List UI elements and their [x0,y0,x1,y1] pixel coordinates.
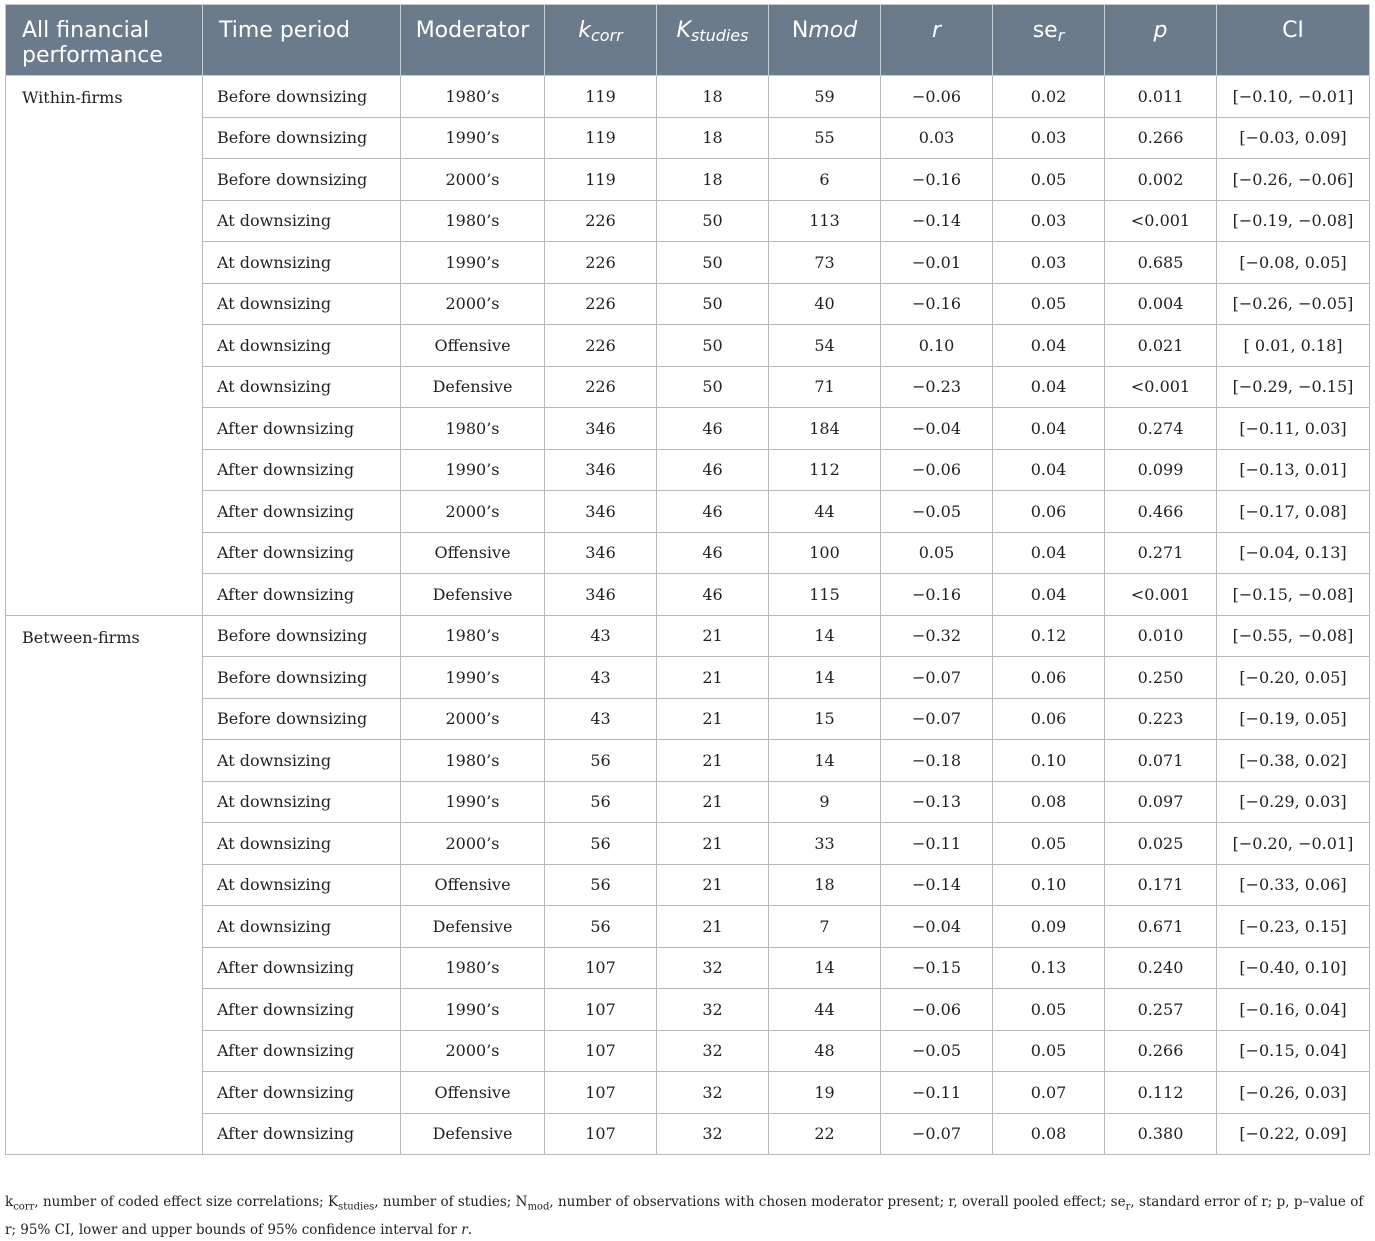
se-r-cell: 0.13 [993,947,1105,989]
moderator-cell: 2000’s [401,283,545,325]
time-period-cell: Before downsizing [203,698,401,740]
p-cell: 0.112 [1105,1072,1217,1114]
ci-cell: [−0.10, −0.01] [1217,76,1370,118]
r-cell: −0.32 [881,615,993,657]
ci-cell: [−0.04, 0.13] [1217,532,1370,574]
table-row [6,615,1370,657]
p-cell: 0.266 [1105,117,1217,159]
ci-cell: [−0.29, −0.15] [1217,366,1370,408]
r-cell: −0.05 [881,491,993,533]
k-corr-cell: 226 [545,366,657,408]
data-table [5,4,1370,1155]
ci-cell: [−0.19, 0.05] [1217,698,1370,740]
time-period-cell: After downsizing [203,1030,401,1072]
n-mod-cell: 115 [769,574,881,616]
time-period-cell: Before downsizing [203,117,401,159]
k-corr-cell: 56 [545,740,657,782]
time-period-cell: After downsizing [203,947,401,989]
table-row [6,1072,1370,1114]
se-r-cell: 0.04 [993,532,1105,574]
p-cell: 0.671 [1105,906,1217,948]
se-r-cell: 0.09 [993,906,1105,948]
ci-cell: [−0.19, −0.08] [1217,200,1370,242]
time-period-cell: At downsizing [203,200,401,242]
k-studies-cell: 32 [657,1030,769,1072]
se-r-cell: 0.05 [993,159,1105,201]
ci-cell: [−0.03, 0.09] [1217,117,1370,159]
time-period-cell: At downsizing [203,366,401,408]
se-r-cell: 0.06 [993,491,1105,533]
k-studies-cell: 50 [657,242,769,284]
p-cell: 0.380 [1105,1113,1217,1155]
k-studies-cell: 18 [657,117,769,159]
k-studies-cell: 50 [657,325,769,367]
table-row [6,864,1370,906]
table-row [6,740,1370,782]
table-row [6,1030,1370,1072]
ci-cell: [−0.20, −0.01] [1217,823,1370,865]
n-mod-cell: 7 [769,906,881,948]
r-cell: −0.05 [881,1030,993,1072]
moderator-cell: 1980’s [401,76,545,118]
se-r-cell: 0.05 [993,823,1105,865]
se-r-cell: 0.07 [993,1072,1105,1114]
r-cell: −0.01 [881,242,993,284]
ci-cell: [−0.17, 0.08] [1217,491,1370,533]
moderator-cell: Defensive [401,1113,545,1155]
moderator-cell: 1980’s [401,408,545,450]
k-studies-cell: 50 [657,200,769,242]
k-corr-cell: 226 [545,283,657,325]
se-r-cell: 0.04 [993,408,1105,450]
n-mod-cell: 18 [769,864,881,906]
moderator-cell: 1990’s [401,657,545,699]
k-corr-cell: 43 [545,698,657,740]
k-studies-cell: 32 [657,989,769,1031]
p-cell: 0.274 [1105,408,1217,450]
n-mod-cell: 55 [769,117,881,159]
n-mod-cell: 44 [769,989,881,1031]
k-corr-cell: 119 [545,76,657,118]
r-cell: 0.05 [881,532,993,574]
r-cell: −0.14 [881,200,993,242]
table-row [6,117,1370,159]
n-mod-cell: 19 [769,1072,881,1114]
table-row [6,491,1370,533]
ci-cell: [−0.29, 0.03] [1217,781,1370,823]
group-label: Between-firms [6,615,203,1155]
table-row [6,947,1370,989]
k-corr-cell: 56 [545,864,657,906]
k-studies-cell: 21 [657,698,769,740]
n-mod-cell: 15 [769,698,881,740]
se-r-cell: 0.03 [993,242,1105,284]
moderator-cell: 2000’s [401,823,545,865]
ci-cell: [ 0.01, 0.18] [1217,325,1370,367]
time-period-cell: At downsizing [203,781,401,823]
se-r-cell: 0.03 [993,117,1105,159]
k-studies-cell: 46 [657,449,769,491]
k-studies-cell: 21 [657,823,769,865]
table-footnote: $k_{corr}$, number of coded effect size correlations; $K_{studies}$, number of studies; $N_{mod}$, number of observations with chosen moderator present; r, overall pooled effect; $se_r$, standard error of r; p, p–value of r; 95% CI, lower and upper bounds of 95% confidence interval for r. [5,1194,1364,1238]
header-all-financial-performance: All financial performance [6,5,203,76]
ci-cell: [−0.55, −0.08] [1217,615,1370,657]
k-studies-cell: 21 [657,906,769,948]
n-mod-cell: 48 [769,1030,881,1072]
header-n-mod: Nmod [769,5,881,76]
time-period-cell: After downsizing [203,989,401,1031]
k-corr-cell: 346 [545,408,657,450]
p-cell: <0.001 [1105,574,1217,616]
se-r-cell: 0.05 [993,989,1105,1031]
k-studies-cell: 18 [657,159,769,201]
p-cell: 0.071 [1105,740,1217,782]
time-period-cell: At downsizing [203,864,401,906]
ci-cell: [−0.40, 0.10] [1217,947,1370,989]
time-period-cell: Before downsizing [203,657,401,699]
ci-cell: [−0.15, 0.04] [1217,1030,1370,1072]
header-p: p [1105,5,1217,76]
header-k-studies: $K_{studies}$ [657,5,769,76]
moderator-cell: Offensive [401,325,545,367]
ci-cell: [−0.38, 0.02] [1217,740,1370,782]
r-cell: −0.04 [881,408,993,450]
r-cell: −0.13 [881,781,993,823]
r-cell: −0.23 [881,366,993,408]
r-cell: −0.04 [881,906,993,948]
n-mod-cell: 14 [769,657,881,699]
ci-cell: [−0.20, 0.05] [1217,657,1370,699]
p-cell: <0.001 [1105,200,1217,242]
r-cell: −0.07 [881,657,993,699]
r-cell: −0.14 [881,864,993,906]
time-period-cell: Before downsizing [203,159,401,201]
k-studies-cell: 21 [657,657,769,699]
n-mod-cell: 59 [769,76,881,118]
moderator-cell: 2000’s [401,1030,545,1072]
k-studies-cell: 32 [657,1113,769,1155]
p-cell: 0.271 [1105,532,1217,574]
moderator-cell: 1990’s [401,781,545,823]
moderator-cell: 1980’s [401,947,545,989]
k-studies-cell: 50 [657,366,769,408]
r-cell: −0.16 [881,159,993,201]
table-row [6,200,1370,242]
table-row [6,449,1370,491]
table-row [6,76,1370,118]
n-mod-cell: 54 [769,325,881,367]
se-r-cell: 0.12 [993,615,1105,657]
moderator-cell: Defensive [401,906,545,948]
r-cell: −0.06 [881,76,993,118]
k-corr-cell: 226 [545,242,657,284]
moderator-cell: 2000’s [401,159,545,201]
n-mod-cell: 100 [769,532,881,574]
k-studies-cell: 46 [657,491,769,533]
ci-cell: [−0.23, 0.15] [1217,906,1370,948]
se-r-cell: 0.10 [993,740,1105,782]
k-corr-cell: 56 [545,781,657,823]
n-mod-cell: 44 [769,491,881,533]
moderator-cell: 2000’s [401,491,545,533]
time-period-cell: At downsizing [203,325,401,367]
r-cell: −0.07 [881,1113,993,1155]
table-row [6,242,1370,284]
se-r-cell: 0.05 [993,1030,1105,1072]
k-corr-cell: 226 [545,325,657,367]
r-cell: −0.16 [881,574,993,616]
table-row [6,574,1370,616]
time-period-cell: After downsizing [203,532,401,574]
p-cell: 0.010 [1105,615,1217,657]
table-row [6,325,1370,367]
se-r-cell: 0.10 [993,864,1105,906]
r-cell: −0.06 [881,449,993,491]
se-r-cell: 0.08 [993,781,1105,823]
moderator-cell: 1980’s [401,740,545,782]
time-period-cell: At downsizing [203,906,401,948]
time-period-cell: After downsizing [203,491,401,533]
r-cell: 0.10 [881,325,993,367]
p-cell: 0.223 [1105,698,1217,740]
p-cell: 0.004 [1105,283,1217,325]
time-period-cell: At downsizing [203,823,401,865]
n-mod-cell: 113 [769,200,881,242]
moderator-cell: Defensive [401,366,545,408]
k-corr-cell: 43 [545,657,657,699]
k-corr-cell: 119 [545,117,657,159]
table-row [6,823,1370,865]
se-r-cell: 0.04 [993,325,1105,367]
k-corr-cell: 346 [545,449,657,491]
p-cell: <0.001 [1105,366,1217,408]
table-row [6,366,1370,408]
moderator-cell: 1990’s [401,242,545,284]
moderator-cell: Defensive [401,574,545,616]
ci-cell: [−0.13, 0.01] [1217,449,1370,491]
k-corr-cell: 107 [545,1113,657,1155]
se-r-cell: 0.03 [993,200,1105,242]
header-row [6,5,1370,76]
p-cell: 0.250 [1105,657,1217,699]
table-row [6,906,1370,948]
header-se-r: $se_r$ [993,5,1105,76]
k-studies-cell: 32 [657,947,769,989]
k-corr-cell: 119 [545,159,657,201]
p-cell: 0.466 [1105,491,1217,533]
n-mod-cell: 14 [769,615,881,657]
n-mod-cell: 184 [769,408,881,450]
header-r: r [881,5,993,76]
n-mod-cell: 22 [769,1113,881,1155]
n-mod-cell: 6 [769,159,881,201]
n-mod-cell: 33 [769,823,881,865]
k-corr-cell: 107 [545,1030,657,1072]
p-cell: 0.021 [1105,325,1217,367]
table-row [6,408,1370,450]
group-label: Within-firms [6,76,203,616]
time-period-cell: At downsizing [203,283,401,325]
p-cell: 0.002 [1105,159,1217,201]
table-row [6,781,1370,823]
p-cell: 0.097 [1105,781,1217,823]
r-cell: −0.15 [881,947,993,989]
header-k-corr: $k_{corr}$ [545,5,657,76]
time-period-cell: Before downsizing [203,615,401,657]
ci-cell: [−0.11, 0.03] [1217,408,1370,450]
k-corr-cell: 226 [545,200,657,242]
n-mod-cell: 40 [769,283,881,325]
header-ci: CI [1217,5,1370,76]
k-corr-cell: 56 [545,906,657,948]
p-cell: 0.011 [1105,76,1217,118]
moderator-cell: Offensive [401,1072,545,1114]
ci-cell: [−0.08, 0.05] [1217,242,1370,284]
r-cell: −0.07 [881,698,993,740]
se-r-cell: 0.06 [993,698,1105,740]
header-moderator: Moderator [401,5,545,76]
se-r-cell: 0.05 [993,283,1105,325]
k-studies-cell: 32 [657,1072,769,1114]
n-mod-cell: 9 [769,781,881,823]
ci-cell: [−0.26, 0.03] [1217,1072,1370,1114]
time-period-cell: After downsizing [203,574,401,616]
k-corr-cell: 43 [545,615,657,657]
table-row [6,532,1370,574]
se-r-cell: 0.04 [993,366,1105,408]
k-corr-cell: 56 [545,823,657,865]
k-corr-cell: 346 [545,491,657,533]
r-cell: −0.16 [881,283,993,325]
k-studies-cell: 21 [657,864,769,906]
k-studies-cell: 46 [657,574,769,616]
moderator-cell: 1990’s [401,989,545,1031]
k-studies-cell: 21 [657,615,769,657]
ci-cell: [−0.26, −0.05] [1217,283,1370,325]
moderator-cell: Offensive [401,532,545,574]
moderator-cell: 1990’s [401,117,545,159]
time-period-cell: After downsizing [203,408,401,450]
time-period-cell: After downsizing [203,449,401,491]
moderator-cell: 1980’s [401,615,545,657]
table-row [6,657,1370,699]
p-cell: 0.685 [1105,242,1217,284]
table-row [6,989,1370,1031]
time-period-cell: Before downsizing [203,76,401,118]
time-period-cell: After downsizing [203,1072,401,1114]
moderator-cell: Offensive [401,864,545,906]
k-studies-cell: 50 [657,283,769,325]
ci-cell: [−0.33, 0.06] [1217,864,1370,906]
se-r-cell: 0.06 [993,657,1105,699]
k-corr-cell: 107 [545,989,657,1031]
p-cell: 0.266 [1105,1030,1217,1072]
se-r-cell: 0.04 [993,449,1105,491]
ci-cell: [−0.26, −0.06] [1217,159,1370,201]
k-studies-cell: 46 [657,532,769,574]
k-corr-cell: 107 [545,947,657,989]
p-cell: 0.025 [1105,823,1217,865]
table-row [6,1113,1370,1155]
ci-cell: [−0.15, −0.08] [1217,574,1370,616]
se-r-cell: 0.04 [993,574,1105,616]
n-mod-cell: 73 [769,242,881,284]
moderator-cell: 1990’s [401,449,545,491]
p-cell: 0.257 [1105,989,1217,1031]
r-cell: −0.11 [881,1072,993,1114]
p-cell: 0.171 [1105,864,1217,906]
ci-cell: [−0.22, 0.09] [1217,1113,1370,1155]
k-corr-cell: 107 [545,1072,657,1114]
k-studies-cell: 18 [657,76,769,118]
k-studies-cell: 21 [657,740,769,782]
table-row [6,698,1370,740]
r-cell: −0.18 [881,740,993,782]
k-corr-cell: 346 [545,574,657,616]
header-time-period: Time period [203,5,401,76]
n-mod-cell: 112 [769,449,881,491]
r-cell: 0.03 [881,117,993,159]
time-period-cell: At downsizing [203,242,401,284]
r-cell: −0.06 [881,989,993,1031]
se-r-cell: 0.08 [993,1113,1105,1155]
time-period-cell: At downsizing [203,740,401,782]
k-studies-cell: 46 [657,408,769,450]
se-r-cell: 0.02 [993,76,1105,118]
moderator-cell: 2000’s [401,698,545,740]
p-cell: 0.099 [1105,449,1217,491]
ci-cell: [−0.16, 0.04] [1217,989,1370,1031]
p-cell: 0.240 [1105,947,1217,989]
k-corr-cell: 346 [545,532,657,574]
table-row [6,159,1370,201]
k-studies-cell: 21 [657,781,769,823]
n-mod-cell: 14 [769,740,881,782]
table-row [6,283,1370,325]
time-period-cell: After downsizing [203,1113,401,1155]
n-mod-cell: 71 [769,366,881,408]
moderator-cell: 1980’s [401,200,545,242]
n-mod-cell: 14 [769,947,881,989]
r-cell: −0.11 [881,823,993,865]
